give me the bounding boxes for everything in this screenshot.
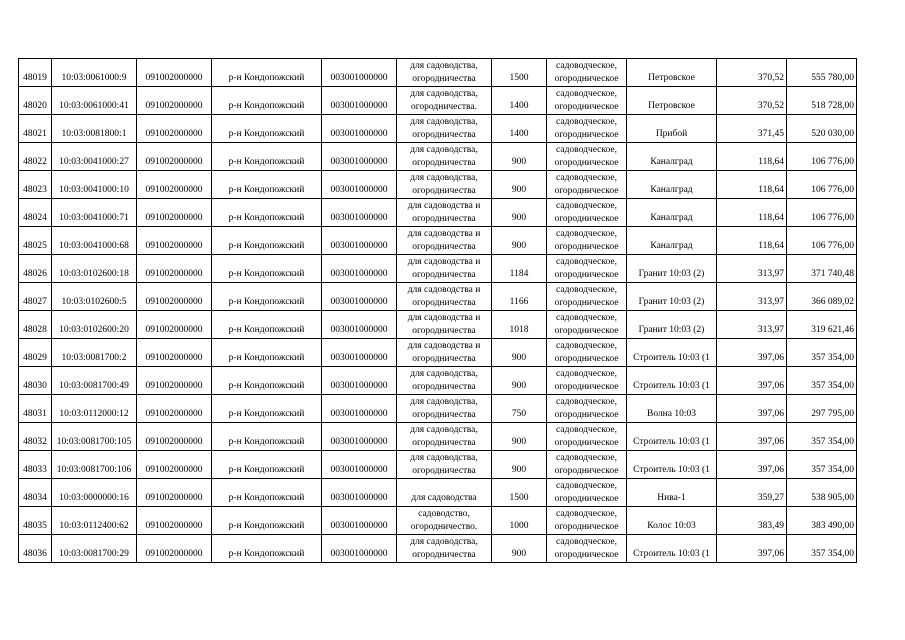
cell-rate: 397,06	[717, 451, 787, 479]
cell-category	[547, 479, 627, 507]
cell-cadastral-value: 518 728,00	[787, 87, 857, 115]
cell-cadastral-value: 383 490,00	[787, 507, 857, 535]
cell-cadastral-number: 10:03:0041000:68	[52, 227, 137, 255]
cell-line: огородничества	[412, 157, 476, 168]
cell-code: 091002000000	[137, 87, 212, 115]
cell-id: 48026	[19, 255, 52, 283]
cell-district: р-н Кондопожский	[212, 451, 322, 479]
cell-code-2: 003001000000	[322, 339, 397, 367]
cell-line: садоводческое,	[556, 341, 617, 351]
cell-line: огородничества	[412, 269, 476, 280]
cell-cadastral-value: 106 776,00	[787, 143, 857, 171]
cell-rate: 359,27	[717, 479, 787, 507]
cell-code-2: 003001000000	[322, 367, 397, 395]
cell-line: для садоводства,	[410, 397, 478, 407]
cell-id: 48034	[19, 479, 52, 507]
cell-line: садоводческое,	[556, 145, 617, 155]
cell-area: 900	[492, 199, 547, 227]
cell-line: огородническое	[554, 549, 619, 560]
cell-cadastral-number: 10:03:0041000:27	[52, 143, 137, 171]
cell-category	[547, 283, 627, 311]
cell-code: 091002000000	[137, 367, 212, 395]
cell-district: р-н Кондопожский	[212, 479, 322, 507]
cell-district: р-н Кондопожский	[212, 115, 322, 143]
cell-line: садоводческое,	[556, 257, 617, 267]
cell-permitted-use	[397, 283, 492, 311]
cell-district: р-н Кондопожский	[212, 535, 322, 563]
cell-permitted-use	[397, 59, 492, 87]
table-body	[19, 59, 857, 563]
cell-permitted-use	[397, 199, 492, 227]
cell-id: 48019	[19, 59, 52, 87]
cell-line: огородничества	[412, 437, 476, 448]
cell-id: 48021	[19, 115, 52, 143]
cell-district: р-н Кондопожский	[212, 59, 322, 87]
cell-rate: 397,06	[717, 339, 787, 367]
cell-area: 1400	[492, 87, 547, 115]
cell-line: огородничества	[412, 73, 476, 84]
cell-area: 900	[492, 423, 547, 451]
cell-cadastral-value: 520 030,00	[787, 115, 857, 143]
cell-code-2: 003001000000	[322, 59, 397, 87]
cell-code: 091002000000	[137, 143, 212, 171]
cell-area: 1400	[492, 115, 547, 143]
cell-category	[547, 255, 627, 283]
cell-area: 900	[492, 339, 547, 367]
cell-rate: 397,06	[717, 423, 787, 451]
cell-area: 1184	[492, 255, 547, 283]
cell-district: р-н Кондопожский	[212, 367, 322, 395]
cell-line: для садоводства и	[407, 257, 481, 267]
cell-code-2: 003001000000	[322, 423, 397, 451]
cell-id: 48023	[19, 171, 52, 199]
cell-settlement-name: Прибой	[627, 115, 717, 143]
cell-line: огородническое	[554, 437, 619, 448]
cell-id: 48036	[19, 535, 52, 563]
cell-cadastral-value: 357 354,00	[787, 367, 857, 395]
cell-cadastral-value: 357 354,00	[787, 423, 857, 451]
cell-permitted-use	[397, 451, 492, 479]
cell-id: 48031	[19, 395, 52, 423]
cell-code: 091002000000	[137, 535, 212, 563]
cell-district: р-н Кондопожский	[212, 423, 322, 451]
cell-permitted-use	[397, 507, 492, 535]
cell-rate: 313,97	[717, 283, 787, 311]
cell-rate: 118,64	[717, 199, 787, 227]
cell-settlement-name: Строитель 10:03 (1	[627, 367, 717, 395]
cell-line: огородническое	[554, 353, 619, 364]
cell-line: для садоводства,	[410, 425, 478, 435]
cell-category	[547, 199, 627, 227]
cell-line: огородничества	[412, 297, 476, 308]
cell-line: садоводческое,	[556, 285, 617, 295]
table-row	[19, 87, 857, 115]
cell-settlement-name: Гранит 10:03 (2)	[627, 255, 717, 283]
table-row	[19, 535, 857, 563]
cell-category	[547, 507, 627, 535]
cell-line: садоводческое,	[556, 509, 617, 519]
cell-settlement-name: Строитель 10:03 (1	[627, 423, 717, 451]
cell-cadastral-number: 10:03:0041000:10	[52, 171, 137, 199]
cell-line: садоводческое,	[556, 481, 617, 491]
table-row	[19, 59, 857, 87]
cell-line: огородническое	[554, 493, 619, 504]
cell-line: огородническое	[554, 465, 619, 476]
cell-line: огородническое	[554, 297, 619, 308]
cell-line: огородническое	[554, 325, 619, 336]
cell-rate: 370,52	[717, 87, 787, 115]
cell-district: р-н Кондопожский	[212, 255, 322, 283]
cell-code: 091002000000	[137, 115, 212, 143]
cell-category	[547, 451, 627, 479]
cell-cadastral-number: 10:03:0041000:71	[52, 199, 137, 227]
cell-area: 900	[492, 143, 547, 171]
cell-settlement-name: Строитель 10:03 (1	[627, 451, 717, 479]
cell-line: садоводческое,	[556, 369, 617, 379]
cell-line: для садоводства и	[407, 229, 481, 239]
cell-cadastral-number: 10:03:0081700:106	[52, 451, 137, 479]
cell-cadastral-number: 10:03:0081700:49	[52, 367, 137, 395]
cell-district: р-н Кондопожский	[212, 311, 322, 339]
cell-rate: 118,64	[717, 171, 787, 199]
cell-settlement-name: Нива-1	[627, 479, 717, 507]
cell-district: р-н Кондопожский	[212, 87, 322, 115]
cell-cadastral-value: 357 354,00	[787, 339, 857, 367]
cell-line: огородничества	[412, 185, 476, 196]
cell-category	[547, 339, 627, 367]
cell-line: огородничества	[412, 213, 476, 224]
cell-code: 091002000000	[137, 171, 212, 199]
cell-line: огородническое	[554, 269, 619, 280]
cell-code: 091002000000	[137, 339, 212, 367]
cell-cadastral-value: 106 776,00	[787, 227, 857, 255]
cell-cadastral-value: 357 354,00	[787, 535, 857, 563]
cell-code-2: 003001000000	[322, 199, 397, 227]
cell-cadastral-number: 10:03:0102600:5	[52, 283, 137, 311]
table-row	[19, 423, 857, 451]
cell-district: р-н Кондопожский	[212, 507, 322, 535]
cell-code: 091002000000	[137, 395, 212, 423]
cell-settlement-name: Гранит 10:03 (2)	[627, 311, 717, 339]
cell-category	[547, 115, 627, 143]
cell-permitted-use	[397, 115, 492, 143]
cell-code-2: 003001000000	[322, 87, 397, 115]
cell-line: огородничества	[412, 241, 476, 252]
cell-settlement-name: Каналград	[627, 227, 717, 255]
cell-id: 48028	[19, 311, 52, 339]
cell-code-2: 003001000000	[322, 451, 397, 479]
table-row	[19, 395, 857, 423]
cell-district: р-н Кондопожский	[212, 171, 322, 199]
cell-rate: 397,06	[717, 535, 787, 563]
cell-code: 091002000000	[137, 479, 212, 507]
cell-rate: 397,06	[717, 367, 787, 395]
cell-rate: 383,49	[717, 507, 787, 535]
cell-rate: 118,64	[717, 143, 787, 171]
cell-code-2: 003001000000	[322, 115, 397, 143]
cell-cadastral-number: 10:03:0102600:18	[52, 255, 137, 283]
cell-line: огородническое	[554, 185, 619, 196]
table-row	[19, 283, 857, 311]
cell-cadastral-value: 357 354,00	[787, 451, 857, 479]
cell-line: для садоводства и	[407, 313, 481, 323]
cell-line: для садоводства,	[410, 453, 478, 463]
cell-id: 48029	[19, 339, 52, 367]
cell-line: для садоводства,	[410, 89, 478, 99]
cell-line: садоводческое,	[556, 61, 617, 71]
cell-line: огородничества	[412, 549, 476, 560]
cell-code-2: 003001000000	[322, 395, 397, 423]
cell-line: для садоводства,	[410, 369, 478, 379]
land-parcels-table	[18, 58, 857, 563]
cell-line: садоводческое,	[556, 89, 617, 99]
cell-id: 48027	[19, 283, 52, 311]
cell-code: 091002000000	[137, 255, 212, 283]
table-row	[19, 367, 857, 395]
cell-cadastral-number: 10:03:0081700:29	[52, 535, 137, 563]
cell-cadastral-number: 10:03:0000000:16	[52, 479, 137, 507]
cell-id: 48020	[19, 87, 52, 115]
cell-line: для садоводства и	[407, 201, 481, 211]
cell-permitted-use	[397, 143, 492, 171]
cell-permitted-use	[397, 227, 492, 255]
cell-line: садоводческое,	[556, 453, 617, 463]
cell-cadastral-value: 106 776,00	[787, 171, 857, 199]
cell-category	[547, 59, 627, 87]
cell-cadastral-value: 538 905,00	[787, 479, 857, 507]
cell-area: 900	[492, 367, 547, 395]
table-row	[19, 507, 857, 535]
table-row	[19, 115, 857, 143]
cell-area: 1500	[492, 59, 547, 87]
cell-permitted-use	[397, 535, 492, 563]
cell-category	[547, 171, 627, 199]
cell-settlement-name: Строитель 10:03 (1	[627, 535, 717, 563]
cell-district: р-н Кондопожский	[212, 395, 322, 423]
cell-code-2: 003001000000	[322, 311, 397, 339]
cell-settlement-name: Строитель 10:03 (1	[627, 339, 717, 367]
cell-line: огородническое	[554, 241, 619, 252]
cell-area: 900	[492, 535, 547, 563]
cell-code-2: 003001000000	[322, 479, 397, 507]
cell-area: 900	[492, 227, 547, 255]
cell-line: садоводческое,	[556, 229, 617, 239]
cell-code-2: 003001000000	[322, 507, 397, 535]
cell-cadastral-number: 10:03:0102600:20	[52, 311, 137, 339]
cell-cadastral-value: 106 776,00	[787, 199, 857, 227]
cell-line: огородническое	[554, 129, 619, 140]
cell-cadastral-number: 10:03:0112000:12	[52, 395, 137, 423]
cell-line: огородническое	[554, 521, 619, 532]
cell-cadastral-value: 319 621,46	[787, 311, 857, 339]
cell-cadastral-number: 10:03:0061000:41	[52, 87, 137, 115]
cell-district: р-н Кондопожский	[212, 143, 322, 171]
cell-settlement-name: Каналград	[627, 143, 717, 171]
cell-category	[547, 423, 627, 451]
cell-permitted-use	[397, 423, 492, 451]
cell-line: огородничества	[412, 409, 476, 420]
cell-line: огородничество.	[410, 521, 478, 532]
cell-line: садоводческое,	[556, 173, 617, 183]
cell-code: 091002000000	[137, 507, 212, 535]
cell-rate: 118,64	[717, 227, 787, 255]
cell-category	[547, 395, 627, 423]
cell-line: огородничества	[412, 381, 476, 392]
table-row	[19, 143, 857, 171]
cell-code: 091002000000	[137, 199, 212, 227]
cell-district: р-н Кондопожский	[212, 199, 322, 227]
cell-line: для садоводства,	[410, 61, 478, 71]
cell-id: 48024	[19, 199, 52, 227]
cell-line: для садоводства и	[407, 285, 481, 295]
cell-code-2: 003001000000	[322, 535, 397, 563]
cell-line: садоводческое,	[556, 537, 617, 547]
table-row	[19, 311, 857, 339]
cell-id: 48030	[19, 367, 52, 395]
cell-line: садоводческое,	[556, 201, 617, 211]
cell-rate: 371,45	[717, 115, 787, 143]
cell-line: огородничества	[412, 325, 476, 336]
cell-district: р-н Кондопожский	[212, 339, 322, 367]
cell-area: 1018	[492, 311, 547, 339]
cell-code-2: 003001000000	[322, 171, 397, 199]
cell-code-2: 003001000000	[322, 143, 397, 171]
cell-rate: 397,06	[717, 395, 787, 423]
cell-permitted-use	[397, 311, 492, 339]
cell-line: огородническое	[554, 101, 619, 112]
cell-permitted-use	[397, 339, 492, 367]
document-sheet	[18, 58, 857, 563]
cell-cadastral-number: 10:03:0081700:2	[52, 339, 137, 367]
cell-area: 1166	[492, 283, 547, 311]
cell-rate: 313,97	[717, 255, 787, 283]
cell-code: 091002000000	[137, 59, 212, 87]
table-row	[19, 199, 857, 227]
cell-line: огородническое	[554, 381, 619, 392]
cell-line: садоводство,	[418, 509, 470, 519]
cell-permitted-use	[397, 255, 492, 283]
cell-code: 091002000000	[137, 451, 212, 479]
table-row	[19, 451, 857, 479]
cell-line: садоводческое,	[556, 397, 617, 407]
cell-cadastral-number: 10:03:0112400:62	[52, 507, 137, 535]
cell-id: 48032	[19, 423, 52, 451]
cell-code-2: 003001000000	[322, 283, 397, 311]
cell-rate: 313,97	[717, 311, 787, 339]
cell-area: 900	[492, 171, 547, 199]
cell-rate: 370,52	[717, 59, 787, 87]
cell-cadastral-value: 555 780,00	[787, 59, 857, 87]
cell-id: 48022	[19, 143, 52, 171]
cell-category	[547, 311, 627, 339]
cell-settlement-name: Каналград	[627, 199, 717, 227]
cell-permitted-use	[397, 367, 492, 395]
cell-line: для садоводства,	[410, 117, 478, 127]
cell-settlement-name: Волна 10:03	[627, 395, 717, 423]
cell-category	[547, 367, 627, 395]
cell-code-2: 003001000000	[322, 255, 397, 283]
cell-id: 48025	[19, 227, 52, 255]
cell-settlement-name: Каналград	[627, 171, 717, 199]
cell-code: 091002000000	[137, 311, 212, 339]
cell-permitted-use	[397, 395, 492, 423]
cell-line: огородническое	[554, 73, 619, 84]
cell-settlement-name: Гранит 10:03 (2)	[627, 283, 717, 311]
cell-line: для садоводства,	[410, 173, 478, 183]
cell-settlement-name: Петровское	[627, 59, 717, 87]
cell-line: огородничества	[412, 129, 476, 140]
table-row	[19, 479, 857, 507]
cell-cadastral-number: 10:03:0081700:105	[52, 423, 137, 451]
cell-line: огородничества	[412, 353, 476, 364]
cell-line: для садоводства и	[407, 341, 481, 351]
cell-code: 091002000000	[137, 423, 212, 451]
cell-cadastral-number: 10:03:0061000:9	[52, 59, 137, 87]
cell-district: р-н Кондопожский	[212, 283, 322, 311]
cell-line: садоводческое,	[556, 425, 617, 435]
cell-cadastral-number: 10:03:0081800:1	[52, 115, 137, 143]
table-row	[19, 171, 857, 199]
cell-area: 900	[492, 451, 547, 479]
cell-settlement-name: Петровское	[627, 87, 717, 115]
table-row	[19, 227, 857, 255]
cell-cadastral-value: 371 740,48	[787, 255, 857, 283]
cell-line: огородничества.	[411, 101, 477, 112]
cell-line: садоводческое,	[556, 117, 617, 127]
cell-permitted-use	[397, 479, 492, 507]
cell-line: садоводческое,	[556, 313, 617, 323]
cell-line: огородническое	[554, 157, 619, 168]
cell-line: огородничества	[412, 465, 476, 476]
cell-category	[547, 227, 627, 255]
cell-code: 091002000000	[137, 227, 212, 255]
cell-settlement-name: Колос 10:03	[627, 507, 717, 535]
cell-category	[547, 143, 627, 171]
cell-area: 750	[492, 395, 547, 423]
cell-line: для садоводства	[411, 492, 477, 503]
cell-category	[547, 87, 627, 115]
cell-id: 48033	[19, 451, 52, 479]
cell-line: для садоводства,	[410, 145, 478, 155]
cell-line: огородническое	[554, 409, 619, 420]
cell-line: для садоводства,	[410, 537, 478, 547]
table-row	[19, 255, 857, 283]
cell-category	[547, 535, 627, 563]
table-row	[19, 339, 857, 367]
cell-code: 091002000000	[137, 283, 212, 311]
cell-area: 1000	[492, 507, 547, 535]
cell-line: огородническое	[554, 213, 619, 224]
cell-id: 48035	[19, 507, 52, 535]
cell-permitted-use	[397, 171, 492, 199]
cell-district: р-н Кондопожский	[212, 227, 322, 255]
cell-permitted-use	[397, 87, 492, 115]
cell-cadastral-value: 297 795,00	[787, 395, 857, 423]
cell-code-2: 003001000000	[322, 227, 397, 255]
cell-area: 1500	[492, 479, 547, 507]
cell-cadastral-value: 366 089,02	[787, 283, 857, 311]
